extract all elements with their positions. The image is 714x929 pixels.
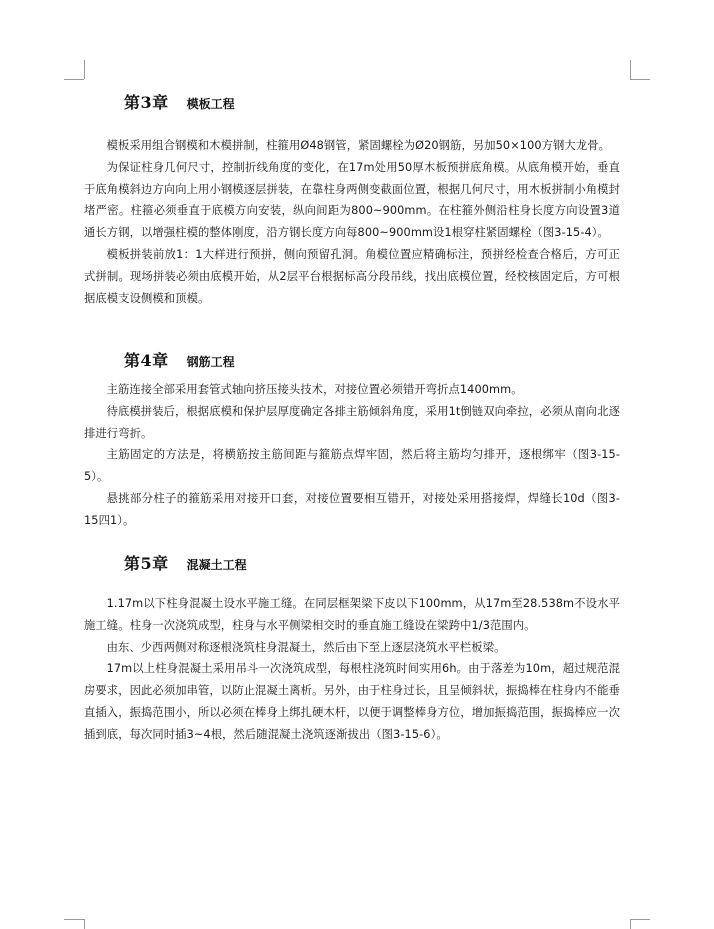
chapter-title: 混凝土工程 [186, 558, 247, 572]
chapter-5-heading [124, 551, 247, 574]
crop-mark-top-left-h [64, 79, 84, 80]
paragraph: 模板采用组合钢模和木模拼制，柱箍用Ø48钢管，紧固螺栓为Ø20钢筋，另加50×100方钢大龙骨。 [106, 139, 611, 152]
paragraph: 模板拼装前放1：1大样进行预拼，侧向预留孔洞。角模位置应精确标注，预拼经检查合格后，方可正式拼制。现场拼装必须由底模开始，从2层平台根据标高分段吊线，找出底模位置，经校核固定后，方可根据底模支设侧模和顶模。 [84, 247, 620, 305]
paragraph: 由东、少西两侧对称逐根浇筑柱身混凝土，然后由下至上逐层浇筑水平栏板梁。 [106, 640, 506, 654]
chapter-title: 模板工程 [186, 97, 235, 111]
crop-mark-bottom-right-h [630, 919, 650, 920]
crop-mark-bottom-right-v [630, 919, 631, 929]
chapter-number: 第4章 [124, 351, 169, 370]
crop-mark-top-left-v [84, 60, 85, 79]
chapter-title: 钢筋工程 [186, 355, 235, 369]
paragraph: 主筋固定的方法是，将横筋按主筋间距与箍筋点焊牢固，然后将主筋均匀排开，逐根绑牢（图3-15-5）。 [84, 448, 620, 484]
chapter-3-heading [124, 90, 235, 113]
chapter-5-body [84, 593, 620, 746]
crop-mark-top-right-v [630, 60, 631, 79]
crop-mark-bottom-left-h [64, 919, 84, 920]
crop-mark-top-right-h [630, 79, 650, 80]
paragraph: 17m以上柱身混凝土采用吊斗一次浇筑成型，每根柱浇筑时间实用6h。由于落差为10m，超过规范混房要求，因此必须加串管，以防止混凝土离析。另外，由于柱身过长，且呈倾斜状，振捣棒在柱身内不能垂直插入，振捣范围小，所以必须在棒身上绑扎硬木杆，以便于调整棒身方位，增加振捣范围，振捣棒应一次插到底，每次同时插3~4根，然后随混凝土浇筑逐渐拔出（图3-15-6）。 [84, 662, 620, 741]
paragraph: 悬挑部分柱子的箍筋采用对接开口套，对接位置要相互错开，对接处采用搭接焊，焊缝长10d（图3-15四1）。 [84, 491, 620, 527]
paragraph: 待底模拼装后，根据底模和保护层厚度确定各排主筋倾斜角度，采用1t倒链双向牵拉，必须从南向北逐排进行弯折。 [84, 404, 620, 440]
paragraph: 1.17m以下柱身混凝土设水平施工缝。在同层框架梁下皮以下100mm，从17m至28.538m不设水平施工缝。柱身一次浇筑成型，柱身与水平侧梁相交时的垂直施工缝设在梁跨中1/3范围内。 [84, 597, 620, 632]
chapter-3-body [84, 135, 620, 309]
crop-mark-bottom-left-v [84, 919, 85, 929]
chapter-4-body [84, 379, 620, 532]
chapter-4-heading [124, 348, 235, 371]
chapter-number: 第5章 [124, 554, 169, 573]
paragraph: 为保证柱身几何尺寸，控制折线角度的变化，在17m处用50厚木板预拼底角模。从底角模开始，垂直于底角模斜边方向向上用小钢模逐层拼装，在靠柱身两侧变截面位置，根据几何尺寸，用木板拼制小角模封堵严密。柱箍必须垂直于底模方向安装，纵向间距为800~900mm。在柱箍外侧沿柱身长度方向设置3道通长方钢，以增强柱模的整体刚度，沿方钢长度方向每800~900mm设1根穿柱紧固螺栓（图3-15-4）。 [84, 160, 620, 240]
paragraph: 主筋连接全部采用套管式轴向挤压接头技术，对接位置必须错开弯折点1400mm。 [106, 383, 523, 396]
chapter-number: 第3章 [124, 93, 169, 112]
